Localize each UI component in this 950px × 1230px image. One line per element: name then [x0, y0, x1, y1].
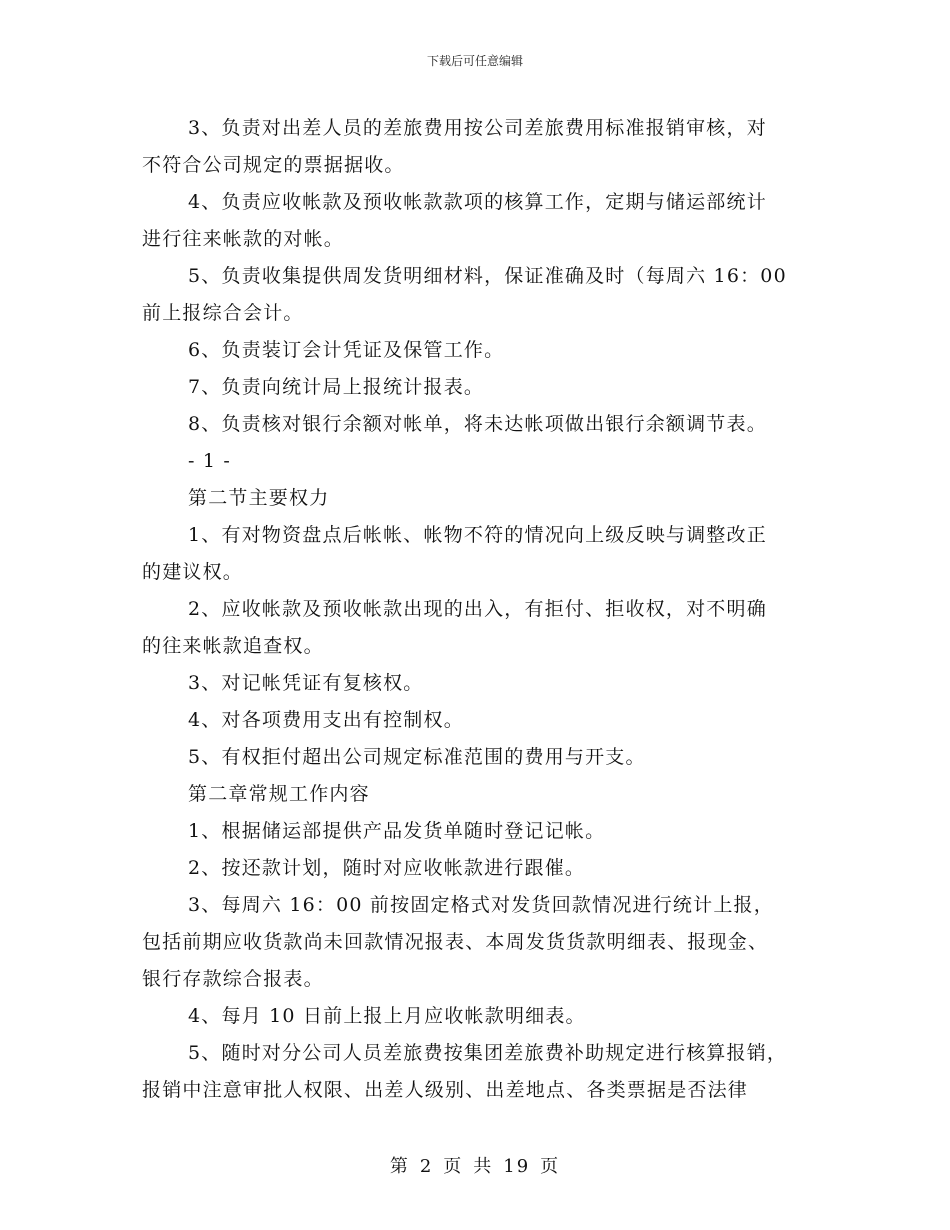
body-line: 4、对各项费用支出有控制权。: [188, 709, 464, 731]
body-line: 2、按还款计划，随时对应收帐款进行跟催。: [188, 857, 586, 879]
footer-total-label: 共: [473, 1156, 494, 1177]
document-body: [142, 110, 822, 1109]
body-line: 进行往来帐款的对帐。: [142, 228, 345, 250]
body-line: 的建议权。: [142, 561, 244, 583]
section-heading: 第二节主要权力: [188, 487, 330, 509]
inline-page-marker: - 1 -: [188, 450, 232, 472]
page-footer: [0, 1152, 950, 1178]
body-line: 报销中注意审批人权限、出差人级别、出差地点、各类票据是否法律: [142, 1079, 749, 1101]
body-line: 银行存款综合报表。: [142, 968, 324, 990]
body-line: 3、对记帐凭证有复核权。: [188, 672, 424, 694]
footer-total-pages: 19: [503, 1156, 531, 1177]
footer-total-unit: 页: [540, 1156, 561, 1177]
body-line: 1、根据储运部提供产品发货单随时登记记帐。: [188, 820, 606, 842]
body-line: 2、应收帐款及预收帐款出现的出入，有拒付、拒收权，对不明确: [188, 598, 767, 620]
body-line: 7、负责向统计局上报统计报表。: [188, 376, 485, 398]
body-line: 不符合公司规定的票据据收。: [142, 154, 405, 176]
footer-page-unit: 页: [443, 1156, 464, 1177]
body-line: 5、负责收集提供周发货明细材料，保证准确及时（每周六 16：00: [188, 265, 787, 287]
body-line: 4、负责应收帐款及预收帐款款项的核算工作，定期与储运部统计: [188, 191, 767, 213]
body-line: 5、随时对分公司人员差旅费按集团差旅费补助规定进行核算报销，: [188, 1042, 788, 1064]
body-line: 1、有对物资盘点后帐帐、帐物不符的情况向上级反映与调整改正: [188, 524, 767, 546]
footer-page-label: 第: [389, 1156, 410, 1177]
body-line: 包括前期应收货款尚未回款情况报表、本周发货货款明细表、报现金、: [142, 931, 769, 953]
body-line: 的往来帐款追查权。: [142, 635, 324, 657]
body-line: 前上报综合会计。: [142, 302, 304, 324]
body-line: 4、每月 10 日前上报上月应收帐款明细表。: [188, 1005, 586, 1027]
chapter-heading: 第二章常规工作内容: [188, 783, 370, 805]
body-line: 3、负责对出差人员的差旅费用按公司差旅费用标准报销审核，对: [188, 117, 767, 139]
body-line: 8、负责核对银行余额对帐单，将未达帐项做出银行余额调节表。: [188, 413, 767, 435]
footer-current-page: 2: [419, 1156, 434, 1177]
body-line: 6、负责装订会计凭证及保管工作。: [188, 339, 505, 361]
body-line: 3、每周六 16：00 前按固定格式对发货回款情况进行统计上报，: [188, 894, 774, 916]
page-header: 下载后可任意编辑: [426, 54, 523, 68]
body-line: 5、有权拒付超出公司规定标准范围的费用与开支。: [188, 746, 646, 768]
